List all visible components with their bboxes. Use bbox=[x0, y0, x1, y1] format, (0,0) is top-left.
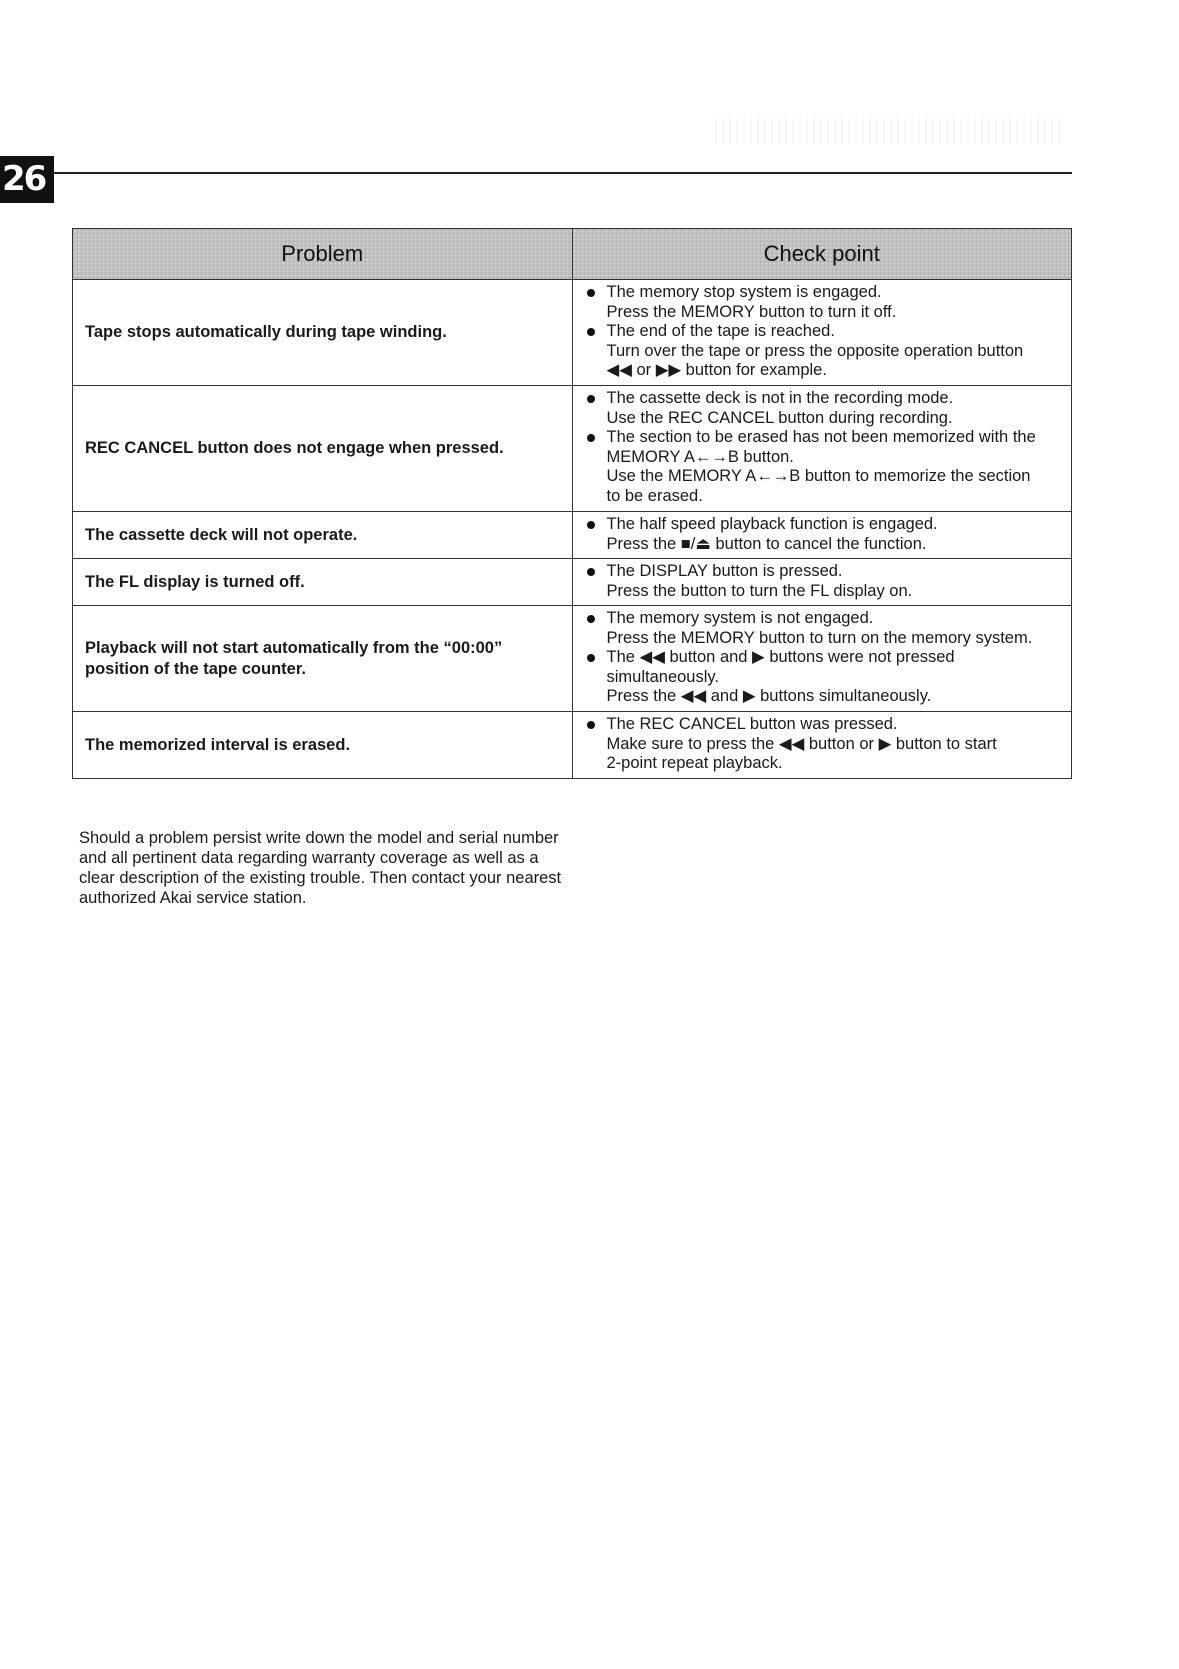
checkpoint-item bbox=[585, 515, 1066, 554]
checkpoint-list bbox=[585, 515, 1066, 554]
checkpoint-remedy: Make sure to press the ◀◀ button or ▶ button to start bbox=[606, 734, 997, 753]
table-row bbox=[73, 712, 1072, 779]
problem-cell: The memorized interval is erased. bbox=[73, 712, 573, 779]
checkpoint-cell bbox=[572, 280, 1072, 386]
checkpoint-remedy: Use the REC CANCEL button during recording. bbox=[606, 408, 953, 427]
table-row bbox=[73, 280, 1072, 386]
checkpoint-cause: The memory stop system is engaged. bbox=[606, 283, 882, 301]
checkpoint-remedy: Press the button to turn the FL display on. bbox=[606, 581, 913, 600]
checkpoint-cause: The end of the tape is reached. bbox=[606, 322, 835, 340]
problem-column-header: Problem bbox=[73, 229, 573, 280]
checkpoint-item bbox=[585, 609, 1066, 648]
problem-cell: Playback will not start automatically from the “00:00” position of the tape counter. bbox=[73, 606, 573, 712]
checkpoint-remedy: 2-point repeat playback. bbox=[606, 754, 783, 772]
page-number-badge: 26 bbox=[0, 156, 54, 203]
checkpoint-cell bbox=[572, 559, 1072, 606]
checkpoint-remedy: MEMORY A←→B button. bbox=[606, 447, 794, 466]
header-rule bbox=[52, 172, 1072, 174]
checkpoint-remedy: Use the MEMORY A←→B button to memorize the section bbox=[606, 467, 1031, 485]
checkpoint-remedy: Press the MEMORY button to turn on the memory system. bbox=[606, 628, 1033, 647]
checkpoint-item bbox=[585, 389, 1066, 428]
table-row bbox=[73, 559, 1072, 606]
checkpoint-list bbox=[585, 283, 1066, 381]
problem-cell: The FL display is turned off. bbox=[73, 559, 573, 606]
checkpoint-list bbox=[585, 715, 1066, 774]
problem-cell: The cassette deck will not operate. bbox=[73, 512, 573, 559]
checkpoint-list bbox=[585, 389, 1066, 506]
checkpoint-cell bbox=[572, 606, 1072, 712]
checkpoint-column-header: Check point bbox=[572, 229, 1072, 280]
troubleshooting-table bbox=[72, 228, 1072, 779]
table-row bbox=[73, 606, 1072, 712]
scan-artifact bbox=[715, 118, 1060, 144]
checkpoint-item bbox=[585, 562, 1066, 601]
table-row bbox=[73, 512, 1072, 559]
checkpoint-item bbox=[585, 428, 1066, 506]
checkpoint-item bbox=[585, 322, 1066, 381]
checkpoint-cause: The REC CANCEL button was pressed. bbox=[606, 715, 898, 733]
checkpoint-cause: The ◀◀ button and ▶ buttons were not pressed bbox=[606, 648, 955, 666]
checkpoint-remedy: to be erased. bbox=[606, 486, 703, 505]
service-note: Should a problem persist write down the model and serial number and all pertinent data regarding warranty coverage as well as a clear description of the existing trouble. Then contact your nearest authorized Akai service station. bbox=[79, 828, 562, 907]
checkpoint-remedy: ◀◀ or ▶▶ button for example. bbox=[606, 361, 827, 379]
checkpoint-item bbox=[585, 283, 1066, 322]
checkpoint-remedy: Press the MEMORY button to turn it off. bbox=[606, 302, 897, 321]
checkpoint-remedy: simultaneously. bbox=[606, 667, 719, 686]
checkpoint-cause: The memory system is not engaged. bbox=[606, 609, 874, 627]
checkpoint-cause: The cassette deck is not in the recording mode. bbox=[606, 389, 954, 407]
table-header-row bbox=[73, 229, 1072, 280]
checkpoint-cell bbox=[572, 386, 1072, 512]
checkpoint-cell bbox=[572, 712, 1072, 779]
checkpoint-cause: The half speed playback function is engaged. bbox=[606, 515, 938, 533]
checkpoint-item bbox=[585, 648, 1066, 707]
problem-cell: REC CANCEL button does not engage when pressed. bbox=[73, 386, 573, 512]
checkpoint-remedy: Press the ■/⏏ button to cancel the function. bbox=[606, 534, 927, 553]
checkpoint-cause: The section to be erased has not been memorized with the bbox=[606, 428, 1036, 446]
checkpoint-item bbox=[585, 715, 1066, 774]
checkpoint-list bbox=[585, 609, 1066, 707]
table-row bbox=[73, 386, 1072, 512]
checkpoint-cause: The DISPLAY button is pressed. bbox=[606, 562, 843, 580]
checkpoint-remedy: Turn over the tape or press the opposite operation button bbox=[606, 341, 1024, 360]
checkpoint-cell bbox=[572, 512, 1072, 559]
checkpoint-list bbox=[585, 562, 1066, 601]
checkpoint-remedy: Press the ◀◀ and ▶ buttons simultaneously. bbox=[606, 687, 932, 705]
problem-cell: Tape stops automatically during tape winding. bbox=[73, 280, 573, 386]
